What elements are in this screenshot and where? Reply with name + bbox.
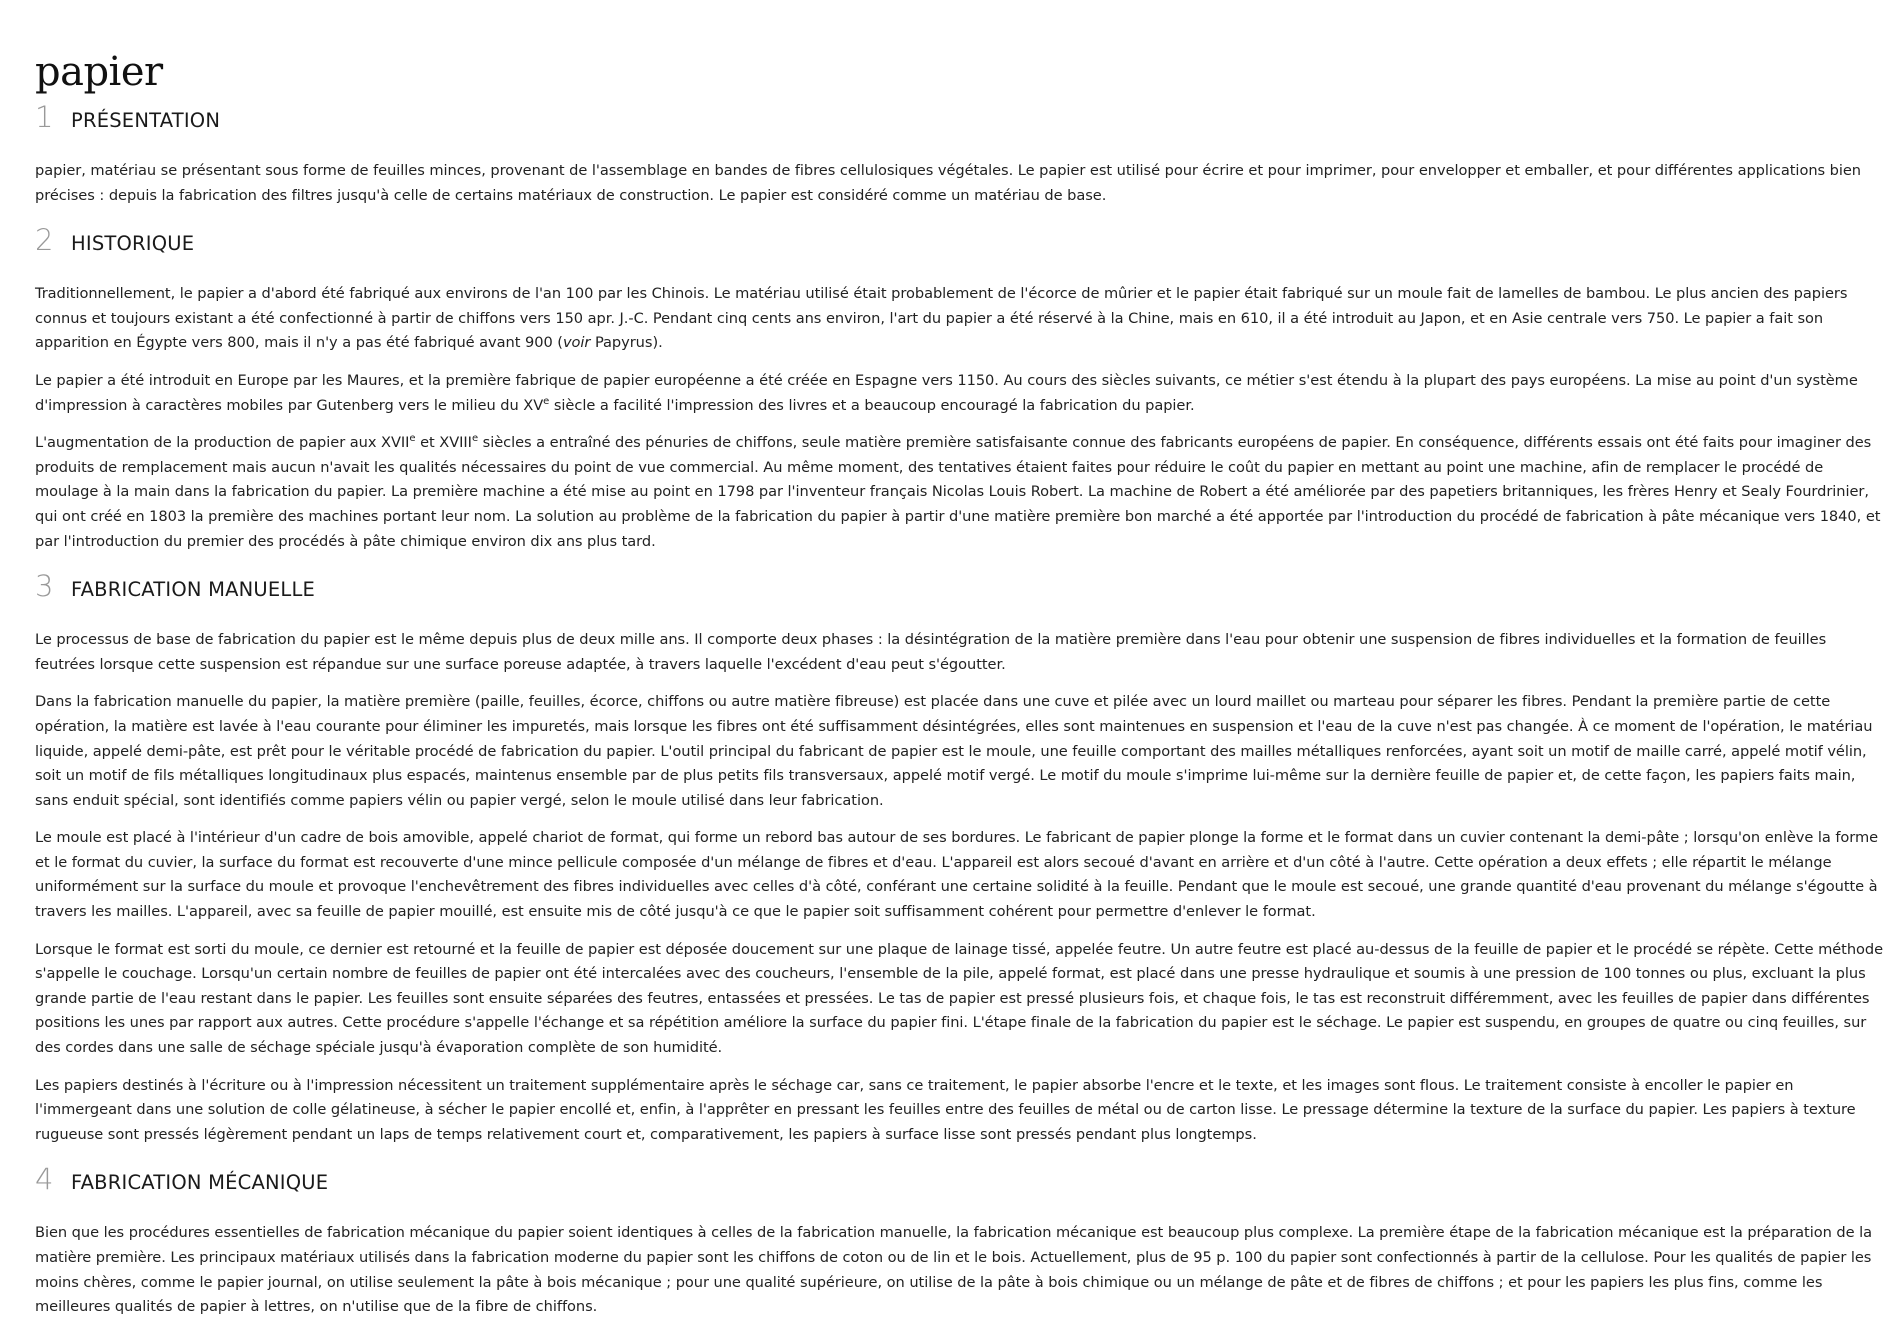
paragraph-text: L'augmentation de la production de papier aux XVII — [35, 434, 410, 452]
paragraph — [35, 282, 1885, 356]
paragraph — [35, 369, 1885, 418]
paragraph: Lorsque le format est sorti du moule, ce dernier est retourné et la feuille de papier est déposée doucement sur une plaque de lainage tissé, appelée feutre. Un autre feutre est placé au-dessus de la feuille de papier et le procédé se répète. Cette méthode s'appelle le couchage. Lorsqu'un certain nombre de feuilles de papier ont été intercalées avec des coucheurs, l'ensemble de la pile, appelé format, est placé dans une presse hydraulique et soumis à une pression de 100 tonnes ou plus, excluant la plus grande partie de l'eau restant dans le papier. Les feuilles sont ensuite séparées des feutres, entassées et pressées. Le tas de papier est pressé plusieurs fois, et chaque fois, le tas est reconstruit différemment, avec les feuilles de papier dans différentes positions les unes par rapport aux autres. Cette procédure s'appelle l'échange et sa répétition améliore la surface du papier fini. L'étape finale de la fabrication du papier est le séchage. Le papier est suspendu, en groupes de quatre ou cinq feuilles, sur des cordes dans une salle de séchage spéciale jusqu'à évaporation complète de son humidité. — [35, 940, 1884, 1057]
section-fabrication-manuelle — [35, 569, 1885, 1147]
paragraph-text: siècle a facilité l'impression des livres et a beaucoup encouragé la fabrication du papier. — [549, 396, 1195, 414]
section-body — [35, 1198, 1885, 1319]
italic-voir: voir — [562, 334, 591, 352]
paragraph: Dans la fabrication manuelle du papier, la matière première (paille, feuilles, écorce, chiffons ou autre matière fibreuse) est placée dans une cuve et pilée avec un lourd maillet ou marteau pour séparer les fibres. Pendant la première partie de cette opération, la matière est lavée à l'eau courante pour éliminer les impuretés, mais lorsque les fibres ont été suffisamment désintégrées, elles sont maintenues en suspension et l'eau de la cuve n'est pas changée. À ce moment de l'opération, le matériau liquide, appelé demi-pâte, est prêt pour le véritable procédé de fabrication du papier. L'outil principal du fabricant de papier est le moule, une feuille comportant des mailles métalliques renforcées, ayant soit un motif de maille carré, appelé motif vélin, soit un motif de fils métalliques longitudinaux plus espacés, maintenus ensemble par de plus petits fils transversaux, appelé motif vergé. Le motif du moule s'imprime lui-même sur la dernière feuille de papier et, de cette façon, les papiers faits main, sans enduit spécial, sont identifiés comme papiers vélin ou papier vergé, selon le moule utilisé dans leur fabrication. — [35, 693, 1873, 809]
section-title: FABRICATION MANUELLE — [71, 578, 316, 602]
section-body — [35, 605, 1885, 1147]
section-heading — [35, 223, 1885, 259]
paragraph: Le moule est placé à l'intérieur d'un cadre de bois amovible, appelé chariot de format, qui forme un rebord bas autour de ses bordures. Le fabricant de papier plonge la forme et le format dans un cuvier contenant la demi-pâte ; lorsqu'on enlève la forme et le format du cuvier, la surface du format est recouverte d'une mince pellicule composée d'un mélange de fibres et d'eau. L'appareil est alors secoué d'avant en arrière et d'un côté à l'autre. Cette opération a deux effets ; elle répartit le mélange uniformément sur la surface du moule et provoque l'enchevêtrement des fibres individuelles avec celles d'à côté, conférant une certaine solidité à la feuille. Pendant que le moule est secoué, une grande quantité d'eau provenant du mélange s'égoutte à travers les mailles. L'appareil, avec sa feuille de papier mouillé, est ensuite mis de côté jusqu'à ce que le papier soit suffisamment cohérent pour permettre d'enlever le format. — [35, 829, 1879, 921]
superscript: e — [409, 433, 416, 445]
section-number: 2 — [35, 223, 54, 258]
section-fabrication-mecanique — [35, 1162, 1885, 1319]
paragraph — [35, 431, 1885, 554]
paragraph-text: siècles a entraîné des pénuries de chiffons, seule matière première satisfaisante connue des fabricants européens de papier. En conséquence, différents essais ont été faits pour imaginer des produits de remplacement mais aucun n'avait les qualités nécessaires du point de vue commercial. Au même moment, des tentatives étaient faites pour réduire le coût du papier en mettant au point une machine, afin de remplacer le procédé de moulage à la main dans la fabrication du papier. La première machine a été mise au point en 1798 par l'inventeur français Nicolas Louis Robert. La machine de Robert a été améliorée par des papetiers britanniques, les frères Henry et Sealy Fourdrinier, qui ont créé en 1803 la première des machines portant leur nom. La solution au problème de la fabrication du papier à partir d'une matière première bon marché a été apportée par l'introduction du procédé de fabrication à pâte mécanique vers 1840, et par l'introduction du premier des procédés à pâte chimique environ dix ans plus tard. — [35, 434, 1881, 550]
paragraph-text: Le papier a été introduit en Europe par les Maures, et la première fabrique de papier européenne a été créée en Espagne vers 1150. Au cours des siècles suivants, ce métier s'est étendu à la plupart des pays européens. La mise au point d'un système d'impression à caractères mobiles par Gutenberg vers le milieu du XV — [35, 371, 1858, 414]
section-presentation — [35, 100, 1885, 208]
paragraph: Le processus de base de fabrication du papier est le même depuis plus de deux mille ans. Il comporte deux phases : la désintégration de la matière première dans l'eau pour obtenir une suspension de fibres individuelles et la formation de feuilles feutrées lorsque cette suspension est répandue sur une surface poreuse adaptée, à travers laquelle l'excédent d'eau peut s'égoutter. — [35, 631, 1827, 673]
section-heading — [35, 100, 1885, 136]
section-body — [35, 259, 1885, 554]
paragraph: Les papiers destinés à l'écriture ou à l'impression nécessitent un traitement supplémentaire après le séchage car, sans ce traitement, le papier absorbe l'encre et le texte, et les images sont flous. Le traitement consiste à encoller le papier en l'immergeant dans une solution de colle gélatineuse, à sécher le papier encollé et, enfin, à l'apprêter en pressant les feuilles entre des feuilles de métal ou de carton lisse. Le pressage détermine la texture de la surface du papier. Les papiers à texture rugueuse sont pressés légèrement pendant un laps de temps relativement court et, comparativement, les papiers à surface lisse sont pressés pendant plus longtemps. — [35, 1076, 1856, 1143]
section-title: FABRICATION MÉCANIQUE — [71, 1171, 329, 1195]
paragraph: papier, matériau se présentant sous forme de feuilles minces, provenant de l'assemblage en bandes de fibres cellulosiques végétales. Le papier est utilisé pour écrire et pour imprimer, pour envelopper et emballer, et pour différentes applications bien précises : depuis la fabrication des filtres jusqu'à celle de certains matériaux de construction. Le papier est considéré comme un matériau de base. — [35, 162, 1862, 204]
paragraph-text: Traditionnellement, le papier a d'abord été fabriqué aux environs de l'an 100 par les Chinois. Le matériau utilisé était probablement de l'écorce de mûrier et le papier était fabriqué sur un moule fait de lamelles de bambou. Le plus ancien des papiers connus et toujours existant a été confectionné à partir de chiffons vers 150 apr. J.-C. Pendant cinq cents ans environ, l'art du papier a été réservé à la Chine, mais en 610, il a été introduit au Japon, et en Asie centrale vers 750. Le papier a fait son apparition en Égypte vers 800, mais il n'y a pas été fabriqué avant 900 ( — [35, 285, 1848, 352]
section-body — [35, 136, 1885, 208]
paragraph-text: ). — [652, 334, 663, 352]
section-number: 4 — [35, 1162, 54, 1197]
section-title: HISTORIQUE — [71, 232, 195, 256]
section-title: PRÉSENTATION — [71, 109, 221, 132]
section-heading — [35, 1162, 1885, 1198]
link-papyrus[interactable]: Papyrus — [590, 334, 653, 352]
section-number: 3 — [35, 569, 54, 604]
document-title: papier — [35, 49, 163, 95]
superscript: e — [543, 395, 550, 407]
section-historique — [35, 223, 1885, 554]
section-number: 1 — [35, 100, 54, 134]
paragraph: Bien que les procédures essentielles de fabrication mécanique du papier soient identiques à celles de la fabrication manuelle, la fabrication mécanique est beaucoup plus complexe. La première étape de la fabrication mécanique est la préparation de la matière première. Les principaux matériaux utilisés dans la fabrication moderne du papier sont les chiffons de coton ou de lin et le bois. Actuellement, plus de 95 p. 100 du papier sont confectionnés à partir de la cellulose. Pour les qualités de papier les moins chères, comme le papier journal, on utilise seulement la pâte à bois mécanique ; pour une qualité supérieure, on utilise de la pâte à bois chimique ou un mélange de pâte et de fibres de chiffons ; et pour les papiers les plus fins, comme les meilleures qualités de papier à lettres, on n'utilise que de la fibre de chiffons. — [35, 1224, 1873, 1316]
paragraph-text: et XVIII — [415, 434, 472, 452]
section-heading — [35, 569, 1885, 605]
superscript: e — [471, 433, 479, 445]
